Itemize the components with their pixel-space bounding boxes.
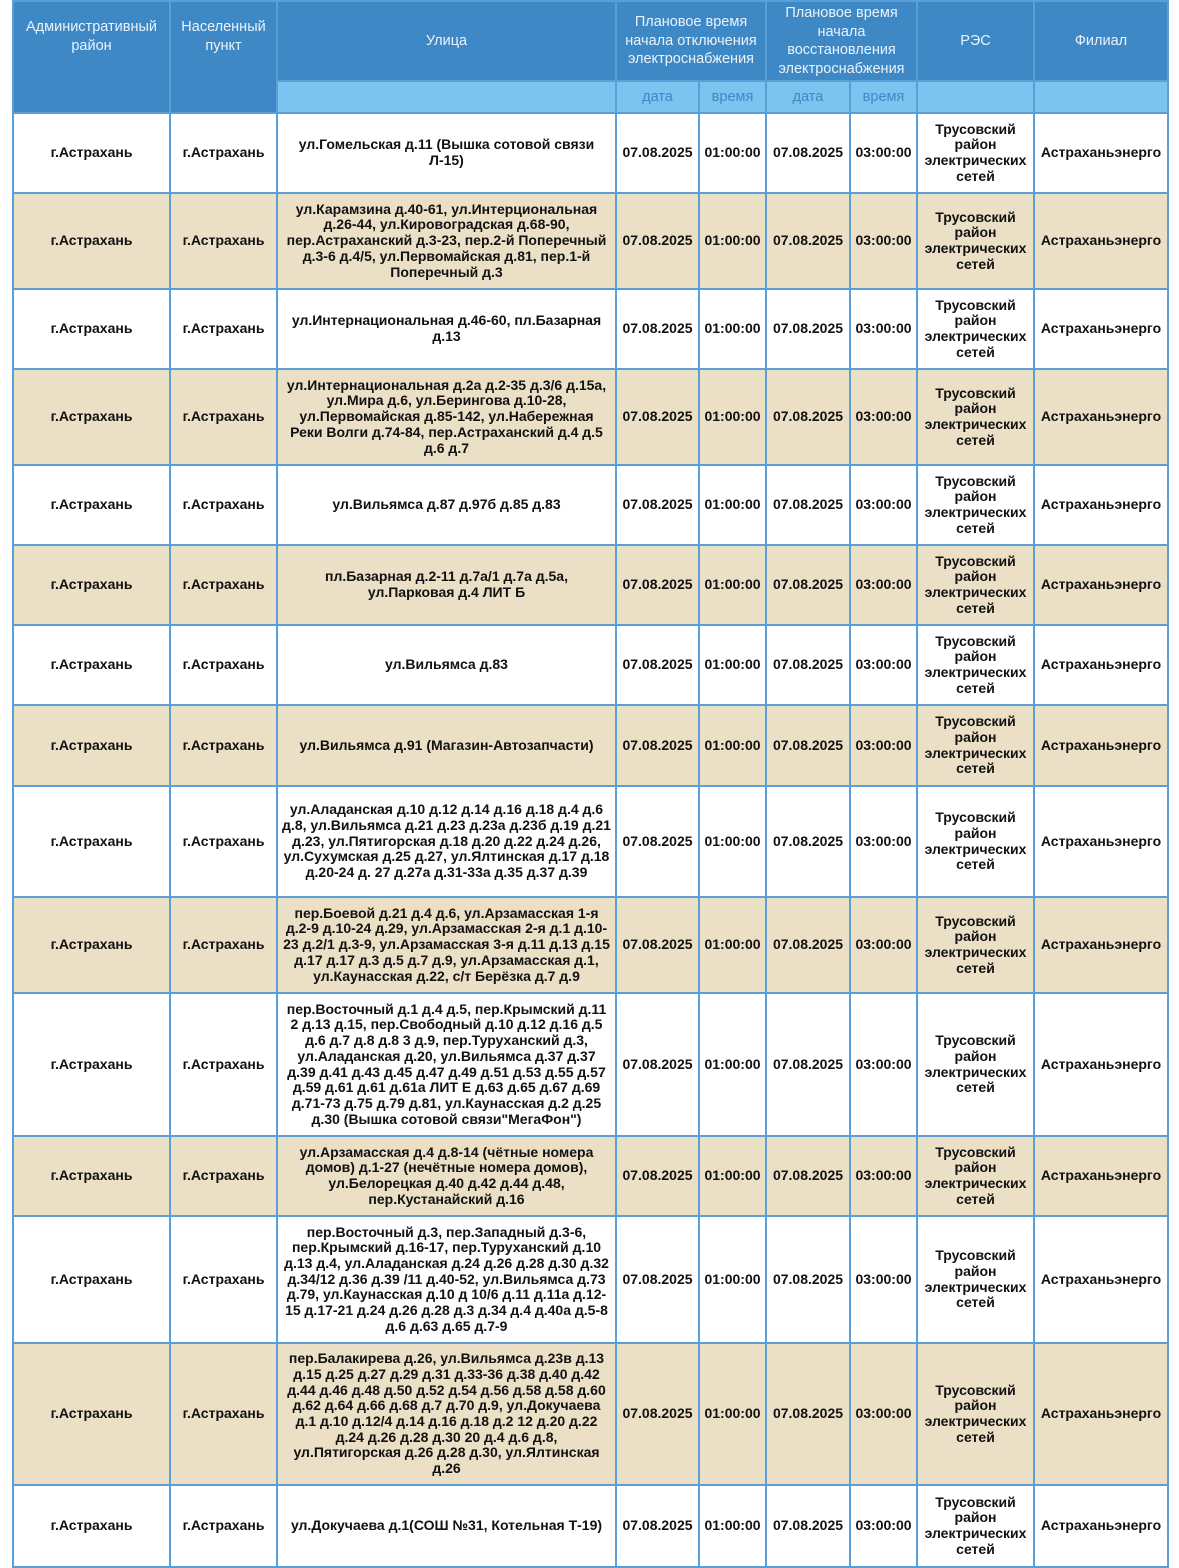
cell-on-date: 07.08.2025 [766,465,850,545]
cell-district: г.Астрахань [13,113,170,193]
cell-district: г.Астрахань [13,1485,170,1567]
cell-on-time: 03:00:00 [850,193,917,289]
cell-district: г.Астрахань [13,545,170,625]
table-row [13,1216,1168,1343]
cell-branch: Астраханьэнерго [1034,786,1168,897]
table-body [13,113,1168,1567]
cell-res: Трусовский район электрических сетей [917,1216,1034,1343]
cell-on-date: 07.08.2025 [766,113,850,193]
cell-on-date: 07.08.2025 [766,1136,850,1216]
cell-settlement: г.Астрахань [170,1216,277,1343]
cell-on-date: 07.08.2025 [766,193,850,289]
subheader-on-time: время [850,81,917,113]
table-row [13,369,1168,465]
cell-district: г.Астрахань [13,786,170,897]
cell-district: г.Астрахань [13,1216,170,1343]
cell-off-time: 01:00:00 [699,786,766,897]
table-row [13,193,1168,289]
cell-district: г.Астрахань [13,369,170,465]
cell-street: ул.Вильямса д.87 д.97б д.85 д.83 [277,465,616,545]
header-admin-district: Административный район [13,1,170,113]
cell-branch: Астраханьэнерго [1034,193,1168,289]
cell-on-date: 07.08.2025 [766,705,850,786]
cell-res: Трусовский район электрических сетей [917,625,1034,705]
cell-settlement: г.Астрахань [170,1485,277,1567]
cell-on-date: 07.08.2025 [766,545,850,625]
header-branch: Филиал [1034,1,1168,81]
cell-off-date: 07.08.2025 [616,1485,699,1567]
cell-off-time: 01:00:00 [699,545,766,625]
cell-res: Трусовский район электрических сетей [917,1485,1034,1567]
cell-settlement: г.Астрахань [170,545,277,625]
cell-on-time: 03:00:00 [850,1343,917,1485]
table-row [13,897,1168,993]
cell-on-time: 03:00:00 [850,1136,917,1216]
cell-branch: Астраханьэнерго [1034,1485,1168,1567]
cell-branch: Астраханьэнерго [1034,545,1168,625]
subheader-off-date: дата [616,81,699,113]
cell-off-date: 07.08.2025 [616,113,699,193]
cell-on-date: 07.08.2025 [766,369,850,465]
table-row [13,1136,1168,1216]
cell-settlement: г.Астрахань [170,1136,277,1216]
cell-street: пер.Восточный д.3, пер.Западный д.3-6, пер.Крымский д.16-17, пер.Туруханский д.10 д.13 д.4, ул.Аладанская д.24 д.26 д.28 д.30 д.32 д.34/12 д.36 д.39 /11 д.40-52, ул.Вильямса д.73 д.79, ул.Каунасская д.10 д 10/6 д.11 д.11а д.12-15 д.17-21 д.24 д.26 д.28 д.3 д.34 д.4 д.40а д.5-8 д.6 д.63 д.65 д.7-9 [277,1216,616,1343]
table-row [13,993,1168,1136]
cell-off-time: 01:00:00 [699,1216,766,1343]
cell-district: г.Астрахань [13,897,170,993]
cell-branch: Астраханьэнерго [1034,289,1168,369]
cell-off-date: 07.08.2025 [616,289,699,369]
cell-res: Трусовский район электрических сетей [917,993,1034,1136]
cell-district: г.Астрахань [13,193,170,289]
cell-district: г.Астрахань [13,705,170,786]
cell-settlement: г.Астрахань [170,113,277,193]
table-row [13,1485,1168,1567]
cell-settlement: г.Астрахань [170,465,277,545]
cell-res: Трусовский район электрических сетей [917,786,1034,897]
cell-off-time: 01:00:00 [699,465,766,545]
cell-street: ул.Вильямса д.91 (Магазин-Автозапчасти) [277,705,616,786]
cell-district: г.Астрахань [13,1136,170,1216]
cell-street: пер.Боевой д.21 д.4 д.6, ул.Арзамасская 1-я д.2-9 д.10-24 д.29, ул.Арзамасская 2-я д.1 д.10-23 д.2/1 д.3-9, ул.Арзамасская 3-я д.11 д.13 д.15 д.17 д.17 д.3 д.5 д.7 д.9, ул.Арзамасская д.1, ул.Каунасская д.22, с/т Берёзка д.7 д.9 [277,897,616,993]
cell-off-date: 07.08.2025 [616,705,699,786]
cell-branch: Астраханьэнерго [1034,1216,1168,1343]
cell-settlement: г.Астрахань [170,193,277,289]
cell-branch: Астраханьэнерго [1034,705,1168,786]
cell-settlement: г.Астрахань [170,897,277,993]
cell-on-date: 07.08.2025 [766,993,850,1136]
cell-off-date: 07.08.2025 [616,1216,699,1343]
cell-on-time: 03:00:00 [850,993,917,1136]
cell-district: г.Астрахань [13,993,170,1136]
outage-schedule-table [12,0,1169,1568]
cell-street: ул.Вильямса д.83 [277,625,616,705]
cell-res: Трусовский район электрических сетей [917,369,1034,465]
cell-on-date: 07.08.2025 [766,625,850,705]
cell-res: Трусовский район электрических сетей [917,465,1034,545]
cell-street: ул.Гомельская д.11 (Вышка сотовой связи Л-15) [277,113,616,193]
cell-branch: Астраханьэнерго [1034,897,1168,993]
cell-settlement: г.Астрахань [170,369,277,465]
header-street: Улица [277,1,616,81]
table-row [13,289,1168,369]
cell-branch: Астраханьэнерго [1034,465,1168,545]
cell-settlement: г.Астрахань [170,786,277,897]
cell-on-time: 03:00:00 [850,113,917,193]
cell-res: Трусовский район электрических сетей [917,113,1034,193]
cell-off-time: 01:00:00 [699,113,766,193]
cell-district: г.Астрахань [13,625,170,705]
cell-off-time: 01:00:00 [699,1343,766,1485]
cell-off-time: 01:00:00 [699,1485,766,1567]
cell-res: Трусовский район электрических сетей [917,705,1034,786]
cell-res: Трусовский район электрических сетей [917,1343,1034,1485]
cell-branch: Астраханьэнерго [1034,1343,1168,1485]
cell-on-time: 03:00:00 [850,545,917,625]
subheader-branch-empty [1034,81,1168,113]
cell-res: Трусовский район электрических сетей [917,289,1034,369]
cell-on-time: 03:00:00 [850,465,917,545]
cell-on-time: 03:00:00 [850,1216,917,1343]
cell-off-date: 07.08.2025 [616,369,699,465]
cell-off-date: 07.08.2025 [616,465,699,545]
cell-street: пер.Восточный д.1 д.4 д.5, пер.Крымский д.11 2 д.13 д.15, пер.Свободный д.10 д.12 д.16 д.5 д.6 д.7 д.8 д.8 3 д.9, пер.Туруханский д.3, ул.Аладанская д.20, ул.Вильямса д.37 д.37 д.39 д.41 д.43 д.45 д.47 д.49 д.51 д.53 д.55 д.57 д.59 д.61 д.61 д.61а ЛИТ Е д.63 д.65 д.67 д.69 д.71-73 д.75 д.79 д.81, ул.Каунасская д.2 д.25 д.30 (Вышка сотовой связи"МегаФон") [277,993,616,1136]
cell-branch: Астраханьэнерго [1034,625,1168,705]
cell-off-time: 01:00:00 [699,289,766,369]
subheader-on-date: дата [766,81,850,113]
cell-street: ул.Докучаева д.1(СОШ №31, Котельная Т-19) [277,1485,616,1567]
cell-street: пер.Балакирева д.26, ул.Вильямса д.23в д.13 д.15 д.25 д.27 д.29 д.31 д.33-36 д.38 д.40 д.42 д.44 д.46 д.48 д.50 д.52 д.54 д.56 д.58 д.58 д.60 д.62 д.64 д.66 д.68 д.7 д.70 д.9, ул.Докучаева д.1 д.10 д.12/4 д.14 д.16 д.18 д.2 12 д.20 д.22 д.24 д.26 д.28 д.30 20 д.4 д.6 д.8, ул.Пятигорская д.26 д.28 д.30, ул.Ялтинская д.26 [277,1343,616,1485]
cell-on-date: 07.08.2025 [766,786,850,897]
cell-street: ул.Аладанская д.10 д.12 д.14 д.16 д.18 д.4 д.6 д.8, ул.Вильямса д.21 д.23 д.23а д.23б д.19 д.21 д.23, ул.Пятигорская д.18 д.20 д.22 д.24 д.26, ул.Сухумская д.25 д.27, ул.Ялтинская д.17 д.18 д.20-24 д. 27 д.27а д.31-33а д.35 д.37 д.39 [277,786,616,897]
cell-on-date: 07.08.2025 [766,1216,850,1343]
cell-settlement: г.Астрахань [170,289,277,369]
cell-off-date: 07.08.2025 [616,897,699,993]
table-row [13,113,1168,193]
cell-street: ул.Интернациональная д.46-60, пл.Базарная д.13 [277,289,616,369]
header-row [13,1,1168,81]
table-row [13,1343,1168,1485]
table-row [13,786,1168,897]
cell-off-date: 07.08.2025 [616,545,699,625]
cell-settlement: г.Астрахань [170,993,277,1136]
table-row [13,465,1168,545]
cell-off-date: 07.08.2025 [616,993,699,1136]
cell-settlement: г.Астрахань [170,1343,277,1485]
cell-on-time: 03:00:00 [850,705,917,786]
cell-settlement: г.Астрахань [170,705,277,786]
cell-res: Трусовский район электрических сетей [917,193,1034,289]
cell-off-time: 01:00:00 [699,193,766,289]
header-restore-start: Плановое время начала восстановления электроснабжения [766,1,917,81]
cell-off-date: 07.08.2025 [616,193,699,289]
cell-branch: Астраханьэнерго [1034,1136,1168,1216]
cell-off-date: 07.08.2025 [616,1136,699,1216]
cell-off-date: 07.08.2025 [616,1343,699,1485]
cell-off-time: 01:00:00 [699,625,766,705]
table-row [13,705,1168,786]
cell-off-time: 01:00:00 [699,369,766,465]
cell-on-time: 03:00:00 [850,786,917,897]
cell-res: Трусовский район электрических сетей [917,545,1034,625]
cell-district: г.Астрахань [13,289,170,369]
cell-street: пл.Базарная д.2-11 д.7а/1 д.7а д.5а, ул.Парковая д.4 ЛИТ Б [277,545,616,625]
cell-district: г.Астрахань [13,1343,170,1485]
cell-street: ул.Карамзина д.40-61, ул.Интерциональная д.26-44, ул.Кировоградская д.68-90, пер.Астраханский д.3-23, пер.2-й Поперечный д.3-6 д.4/5, ул.Первомайская д.81, пер.1-й Поперечный д.3 [277,193,616,289]
cell-off-date: 07.08.2025 [616,786,699,897]
cell-off-time: 01:00:00 [699,993,766,1136]
cell-on-time: 03:00:00 [850,289,917,369]
cell-on-date: 07.08.2025 [766,1343,850,1485]
table-row [13,625,1168,705]
cell-on-date: 07.08.2025 [766,897,850,993]
cell-on-date: 07.08.2025 [766,289,850,369]
table-row [13,545,1168,625]
cell-res: Трусовский район электрических сетей [917,897,1034,993]
cell-off-time: 01:00:00 [699,897,766,993]
header-settlement: Населенный пункт [170,1,277,113]
cell-on-time: 03:00:00 [850,897,917,993]
cell-branch: Астраханьэнерго [1034,113,1168,193]
header-res: РЭС [917,1,1034,81]
cell-res: Трусовский район электрических сетей [917,1136,1034,1216]
cell-branch: Астраханьэнерго [1034,369,1168,465]
cell-off-time: 01:00:00 [699,705,766,786]
cell-street: ул.Арзамасская д.4 д.8-14 (чётные номера домов) д.1-27 (нечётные номера домов), ул.Белорецкая д.40 д.42 д.44 д.48, пер.Кустанайский д.16 [277,1136,616,1216]
cell-street: ул.Интернациональная д.2а д.2-35 д.3/6 д.15а, ул.Мира д.6, ул.Берингова д.10-28, ул.Первомайская д.85-142, ул.Набережная Реки Волги д.74-84, пер.Астраханский д.4 д.5 д.6 д.7 [277,369,616,465]
cell-on-date: 07.08.2025 [766,1485,850,1567]
header-off-start: Плановое время начала отключения электроснабжения [616,1,766,81]
cell-off-time: 01:00:00 [699,1136,766,1216]
cell-on-time: 03:00:00 [850,369,917,465]
subheader-res-empty [917,81,1034,113]
cell-on-time: 03:00:00 [850,1485,917,1567]
cell-off-date: 07.08.2025 [616,625,699,705]
cell-district: г.Астрахань [13,465,170,545]
subheader-street-empty [277,81,616,113]
subheader-off-time: время [699,81,766,113]
cell-branch: Астраханьэнерго [1034,993,1168,1136]
cell-settlement: г.Астрахань [170,625,277,705]
cell-on-time: 03:00:00 [850,625,917,705]
